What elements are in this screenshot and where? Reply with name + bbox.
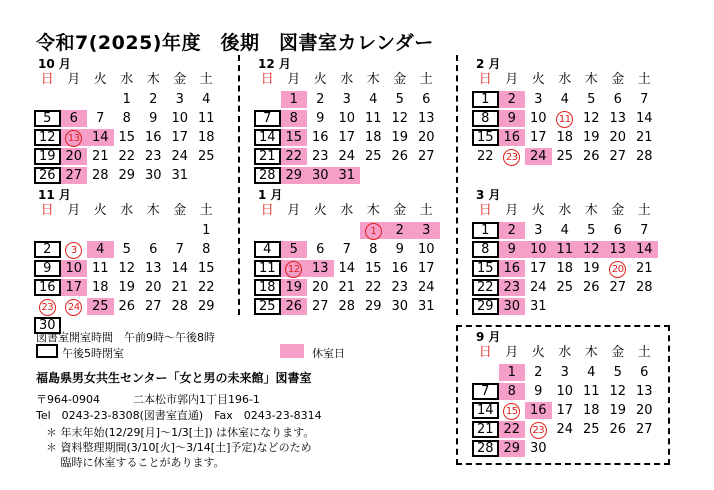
day-cell: 24 — [61, 298, 88, 315]
day-cell: 4 — [560, 92, 569, 107]
day-cell: 25 — [87, 298, 114, 315]
day-cell: 7 — [472, 383, 499, 400]
weekday-header: 火 — [531, 203, 545, 218]
day-cell: 5 — [122, 242, 131, 257]
day-cell: 18 — [91, 280, 109, 295]
day-cell: 12 — [582, 111, 600, 126]
day-cell: 11 — [254, 260, 281, 277]
day-cell: 22 — [499, 421, 526, 438]
day-cell: 31 — [417, 299, 435, 314]
day-cell: 19 — [281, 279, 308, 296]
day-cell: 11 — [552, 241, 579, 258]
day-cell: 12 — [34, 129, 61, 146]
day-cell: 6 — [613, 92, 622, 107]
day-cell: 30 — [529, 441, 547, 456]
legend-pink-swatch — [280, 344, 304, 358]
day-cell: 1 — [499, 364, 526, 381]
note-1: ＊ 年末年始(12/29[月]～1/3[土]) は休室になります。 — [46, 426, 315, 439]
day-cell: 29 — [472, 298, 499, 315]
day-cell: 21 — [472, 421, 499, 438]
day-cell: 19 — [582, 130, 600, 145]
day-cell: 5 — [281, 241, 308, 258]
day-cell: 27 — [609, 149, 627, 164]
day-cell: 18 — [556, 130, 574, 145]
day-cell: 9 — [34, 260, 61, 277]
day-cell: 17 — [529, 130, 547, 145]
weekday-header: 火 — [93, 203, 107, 218]
address: 〒964-0904 二本松市郭内1丁目196-1 — [36, 393, 260, 406]
legend-box-swatch — [36, 344, 58, 358]
weekday-header: 土 — [199, 203, 213, 218]
day-cell: 27 — [144, 299, 162, 314]
day-cell: 6 — [613, 223, 622, 238]
weekday-header: 日 — [40, 72, 54, 87]
day-cell: 20 — [635, 403, 653, 418]
day-cell: 20 — [311, 280, 329, 295]
weekday-header: 土 — [199, 72, 213, 87]
weekday-header: 土 — [419, 72, 433, 87]
weekday-header: 木 — [584, 72, 598, 87]
day-cell: 26 — [582, 149, 600, 164]
day-cell: 2 — [534, 365, 543, 380]
day-cell: 30 — [307, 167, 334, 184]
day-cell: 24 — [417, 280, 435, 295]
day-cell: 12 — [609, 384, 627, 399]
day-cell: 23 — [391, 280, 409, 295]
day-cell: 29 — [364, 299, 382, 314]
day-cell: 11 — [364, 111, 382, 126]
day-cell: 4 — [87, 241, 114, 258]
day-cell: 21 — [635, 261, 653, 276]
calendar-november — [34, 186, 224, 333]
day-cell: 18 — [254, 279, 281, 296]
day-cell: 10 — [171, 111, 189, 126]
weekday-header: 木 — [584, 345, 598, 360]
month-label: 1 月 — [258, 188, 283, 202]
weekday-header: 月 — [67, 203, 81, 218]
weekday-header: 日 — [260, 72, 274, 87]
day-cell: 22 — [476, 149, 494, 164]
day-cell: 1 — [472, 222, 499, 239]
weekday-header: 水 — [558, 203, 572, 218]
phone: Tel 0243-23-8308(図書室直通) Fax 0243-23-8314 — [36, 409, 322, 422]
legend-pink-label: 休室日 — [312, 347, 345, 360]
day-cell: 6 — [640, 365, 649, 380]
day-cell: 21 — [635, 130, 653, 145]
day-cell: 29 — [499, 440, 526, 457]
day-cell: 19 — [609, 403, 627, 418]
day-cell: 4 — [202, 92, 211, 107]
note-2: ＊ 資料整理期間(3/10[火]～3/14[土]予定)などのため — [46, 441, 312, 454]
weekday-header: 火 — [531, 72, 545, 87]
day-cell: 17 — [417, 261, 435, 276]
day-cell: 27 — [61, 167, 88, 184]
weekday-header: 月 — [287, 72, 301, 87]
day-cell: 16 — [144, 130, 162, 145]
day-cell: 28 — [472, 440, 499, 457]
weekday-header: 火 — [313, 72, 327, 87]
day-cell: 7 — [342, 242, 351, 257]
day-cell: 21 — [338, 280, 356, 295]
day-cell: 10 — [417, 242, 435, 257]
day-cell: 13 — [417, 111, 435, 126]
day-cell: 28 — [635, 149, 653, 164]
day-cell: 9 — [316, 111, 325, 126]
weekday-header: 金 — [611, 203, 625, 218]
month-label: 11 月 — [38, 188, 71, 202]
day-cell: 20 — [609, 130, 627, 145]
day-cell: 29 — [118, 168, 136, 183]
day-cell: 12 — [118, 261, 136, 276]
day-cell: 7 — [96, 111, 105, 126]
day-cell: 13 — [609, 111, 627, 126]
weekday-header: 金 — [611, 345, 625, 360]
day-cell: 6 — [316, 242, 325, 257]
day-cell: 18 — [197, 130, 215, 145]
weekday-header: 木 — [146, 72, 160, 87]
divider-1 — [238, 55, 240, 315]
day-cell: 20 — [417, 130, 435, 145]
day-cell: 7 — [175, 242, 184, 257]
month-label: 10 月 — [38, 57, 71, 71]
weekday-header: 水 — [558, 345, 572, 360]
day-cell: 30 — [144, 168, 162, 183]
day-cell: 20 — [144, 280, 162, 295]
day-cell: 12 — [578, 241, 605, 258]
day-cell: 22 — [364, 280, 382, 295]
day-cell: 27 — [417, 149, 435, 164]
day-cell: 3 — [534, 223, 543, 238]
day-cell: 30 — [34, 317, 61, 334]
day-cell: 10 — [338, 111, 356, 126]
legend-box-label: 午後5時閉室 — [62, 347, 124, 360]
day-cell: 14 — [631, 241, 658, 258]
day-cell: 19 — [582, 261, 600, 276]
weekday-header: 金 — [173, 72, 187, 87]
page-title: 令和7(2025)年度 後期 図書室カレンダー — [36, 32, 434, 54]
day-cell: 24 — [338, 149, 356, 164]
weekday-header: 金 — [393, 72, 407, 87]
day-cell: 24 — [171, 149, 189, 164]
day-cell: 16 — [311, 130, 329, 145]
day-cell: 8 — [472, 110, 499, 127]
day-cell: 14 — [171, 261, 189, 276]
day-cell: 3 — [61, 241, 88, 258]
day-cell: 26 — [118, 299, 136, 314]
day-cell: 23 — [499, 279, 526, 296]
weekday-header: 月 — [505, 203, 519, 218]
day-cell: 11 — [582, 384, 600, 399]
day-cell: 28 — [91, 168, 109, 183]
day-cell: 19 — [118, 280, 136, 295]
day-cell: 14 — [87, 129, 114, 146]
day-cell: 22 — [118, 149, 136, 164]
weekday-header: 水 — [558, 72, 572, 87]
day-cell: 11 — [197, 111, 215, 126]
day-cell: 25 — [197, 149, 215, 164]
day-cell: 3 — [413, 222, 440, 239]
day-cell: 8 — [472, 241, 499, 258]
weekday-header: 日 — [478, 203, 492, 218]
day-cell: 23 — [144, 149, 162, 164]
month-label: 9 月 — [476, 330, 501, 344]
month-label: 2 月 — [476, 57, 501, 71]
weekday-header: 月 — [67, 72, 81, 87]
weekday-header: 火 — [93, 72, 107, 87]
month-label: 12 月 — [258, 57, 291, 71]
day-cell: 1 — [281, 91, 308, 108]
day-cell: 27 — [635, 422, 653, 437]
day-cell: 7 — [640, 92, 649, 107]
day-cell: 30 — [391, 299, 409, 314]
calendar-december — [254, 55, 444, 183]
day-cell: 17 — [338, 130, 356, 145]
day-cell: 18 — [556, 261, 574, 276]
day-cell: 31 — [171, 168, 189, 183]
day-cell: 23 — [311, 149, 329, 164]
weekday-header: 水 — [340, 72, 354, 87]
day-cell: 28 — [254, 167, 281, 184]
day-cell: 29 — [281, 167, 308, 184]
day-cell: 24 — [525, 148, 552, 165]
day-cell: 22 — [472, 279, 499, 296]
day-cell: 22 — [281, 148, 308, 165]
day-cell: 7 — [254, 110, 281, 127]
weekday-header: 金 — [393, 203, 407, 218]
weekday-header: 火 — [531, 345, 545, 360]
day-cell: 26 — [34, 167, 61, 184]
day-cell: 30 — [499, 298, 526, 315]
weekday-header: 月 — [505, 72, 519, 87]
day-cell: 2 — [499, 91, 526, 108]
day-cell: 6 — [61, 110, 88, 127]
day-cell: 5 — [613, 365, 622, 380]
day-cell: 12 — [391, 111, 409, 126]
weekday-header: 木 — [366, 72, 380, 87]
day-cell: 25 — [582, 422, 600, 437]
weekday-header: 木 — [146, 203, 160, 218]
day-cell: 5 — [395, 92, 404, 107]
day-cell: 15 — [281, 129, 308, 146]
day-cell: 9 — [149, 111, 158, 126]
day-cell: 9 — [499, 241, 526, 258]
day-cell: 13 — [635, 384, 653, 399]
day-cell: 25 — [364, 149, 382, 164]
day-cell: 31 — [334, 167, 361, 184]
day-cell: 1 — [122, 92, 131, 107]
day-cell: 20 — [605, 260, 632, 277]
day-cell: 29 — [197, 299, 215, 314]
month-label: 3 月 — [476, 188, 501, 202]
day-cell: 10 — [525, 241, 552, 258]
calendar-october — [34, 55, 224, 183]
day-cell: 20 — [61, 148, 88, 165]
day-cell: 27 — [609, 280, 627, 295]
day-cell: 13 — [61, 129, 88, 146]
day-cell: 16 — [525, 402, 552, 419]
day-cell: 25 — [254, 298, 281, 315]
day-cell: 9 — [395, 242, 404, 257]
day-cell: 15 — [472, 129, 499, 146]
day-cell: 17 — [529, 261, 547, 276]
day-cell: 21 — [254, 148, 281, 165]
weekday-header: 水 — [340, 203, 354, 218]
day-cell: 14 — [338, 261, 356, 276]
day-cell: 13 — [605, 241, 632, 258]
day-cell: 5 — [587, 223, 596, 238]
day-cell: 28 — [635, 280, 653, 295]
day-cell: 26 — [391, 149, 409, 164]
day-cell: 1 — [360, 222, 387, 239]
day-cell: 21 — [91, 149, 109, 164]
day-cell: 13 — [144, 261, 162, 276]
day-cell: 19 — [391, 130, 409, 145]
day-cell: 3 — [175, 92, 184, 107]
day-cell: 14 — [635, 111, 653, 126]
day-cell: 16 — [499, 129, 526, 146]
day-cell: 6 — [149, 242, 158, 257]
day-cell: 10 — [61, 260, 88, 277]
opening-hours: 図書室開室時間 午前9時～午後8時 — [36, 331, 215, 344]
weekday-header: 金 — [611, 72, 625, 87]
weekday-header: 土 — [637, 203, 651, 218]
day-cell: 1 — [202, 223, 211, 238]
day-cell: 26 — [609, 422, 627, 437]
day-cell: 25 — [556, 280, 574, 295]
day-cell: 7 — [640, 223, 649, 238]
day-cell: 3 — [560, 365, 569, 380]
weekday-header: 日 — [40, 203, 54, 218]
day-cell: 26 — [582, 280, 600, 295]
day-cell: 10 — [556, 384, 574, 399]
day-cell: 15 — [472, 260, 499, 277]
day-cell: 16 — [34, 279, 61, 296]
day-cell: 23 — [525, 421, 552, 438]
day-cell: 9 — [499, 110, 526, 127]
day-cell: 18 — [582, 403, 600, 418]
day-cell: 13 — [307, 260, 334, 277]
day-cell: 4 — [254, 241, 281, 258]
day-cell: 15 — [499, 402, 526, 419]
day-cell: 17 — [171, 130, 189, 145]
day-cell: 16 — [391, 261, 409, 276]
day-cell: 22 — [197, 280, 215, 295]
weekday-header: 土 — [637, 72, 651, 87]
weekday-header: 木 — [584, 203, 598, 218]
day-cell: 5 — [34, 110, 61, 127]
day-cell: 18 — [364, 130, 382, 145]
day-cell: 2 — [149, 92, 158, 107]
day-cell: 2 — [34, 241, 61, 258]
day-cell: 6 — [422, 92, 431, 107]
day-cell: 31 — [529, 299, 547, 314]
day-cell: 25 — [556, 149, 574, 164]
day-cell: 2 — [499, 222, 526, 239]
day-cell: 1 — [472, 91, 499, 108]
day-cell: 4 — [587, 365, 596, 380]
day-cell: 19 — [34, 148, 61, 165]
day-cell: 23 — [34, 298, 61, 315]
day-cell: 11 — [91, 261, 109, 276]
day-cell: 4 — [560, 223, 569, 238]
day-cell: 5 — [587, 92, 596, 107]
day-cell: 26 — [281, 298, 308, 315]
weekday-header: 土 — [637, 345, 651, 360]
day-cell: 15 — [118, 130, 136, 145]
day-cell: 3 — [342, 92, 351, 107]
day-cell: 15 — [197, 261, 215, 276]
day-cell: 14 — [472, 402, 499, 419]
day-cell: 8 — [281, 110, 308, 127]
day-cell: 11 — [552, 110, 579, 127]
day-cell: 3 — [534, 92, 543, 107]
day-cell: 12 — [281, 260, 308, 277]
day-cell: 23 — [499, 148, 526, 165]
weekday-header: 水 — [120, 203, 134, 218]
note-3: 臨時に休室することがあります。 — [46, 456, 225, 469]
day-cell: 8 — [499, 383, 526, 400]
day-cell: 4 — [369, 92, 378, 107]
day-cell: 21 — [171, 280, 189, 295]
september-frame — [456, 325, 670, 465]
divider-2 — [456, 55, 458, 315]
day-cell: 28 — [171, 299, 189, 314]
day-cell: 10 — [529, 111, 547, 126]
day-cell: 15 — [364, 261, 382, 276]
weekday-header: 土 — [419, 203, 433, 218]
weekday-header: 金 — [173, 203, 187, 218]
day-cell: 24 — [556, 422, 574, 437]
day-cell: 24 — [529, 280, 547, 295]
calendar-february — [472, 55, 662, 165]
day-cell: 8 — [369, 242, 378, 257]
weekday-header: 日 — [260, 203, 274, 218]
weekday-header: 木 — [366, 203, 380, 218]
weekday-header: 水 — [120, 72, 134, 87]
day-cell: 27 — [311, 299, 329, 314]
day-cell: 28 — [338, 299, 356, 314]
weekday-header: 月 — [287, 203, 301, 218]
weekday-header: 日 — [478, 72, 492, 87]
day-cell: 17 — [556, 403, 574, 418]
day-cell: 17 — [61, 279, 88, 296]
calendar-january — [254, 186, 444, 314]
day-cell: 14 — [254, 129, 281, 146]
day-cell: 16 — [499, 260, 526, 277]
day-cell: 9 — [534, 384, 543, 399]
calendar-march — [472, 186, 662, 314]
day-cell: 2 — [316, 92, 325, 107]
organization-name: 福島県男女共生センター「女と男の未来館」図書室 — [36, 371, 312, 385]
day-cell: 8 — [122, 111, 131, 126]
weekday-header: 月 — [505, 345, 519, 360]
day-cell: 8 — [202, 242, 211, 257]
day-cell: 2 — [387, 222, 414, 239]
weekday-header: 火 — [313, 203, 327, 218]
weekday-header: 日 — [478, 345, 492, 360]
